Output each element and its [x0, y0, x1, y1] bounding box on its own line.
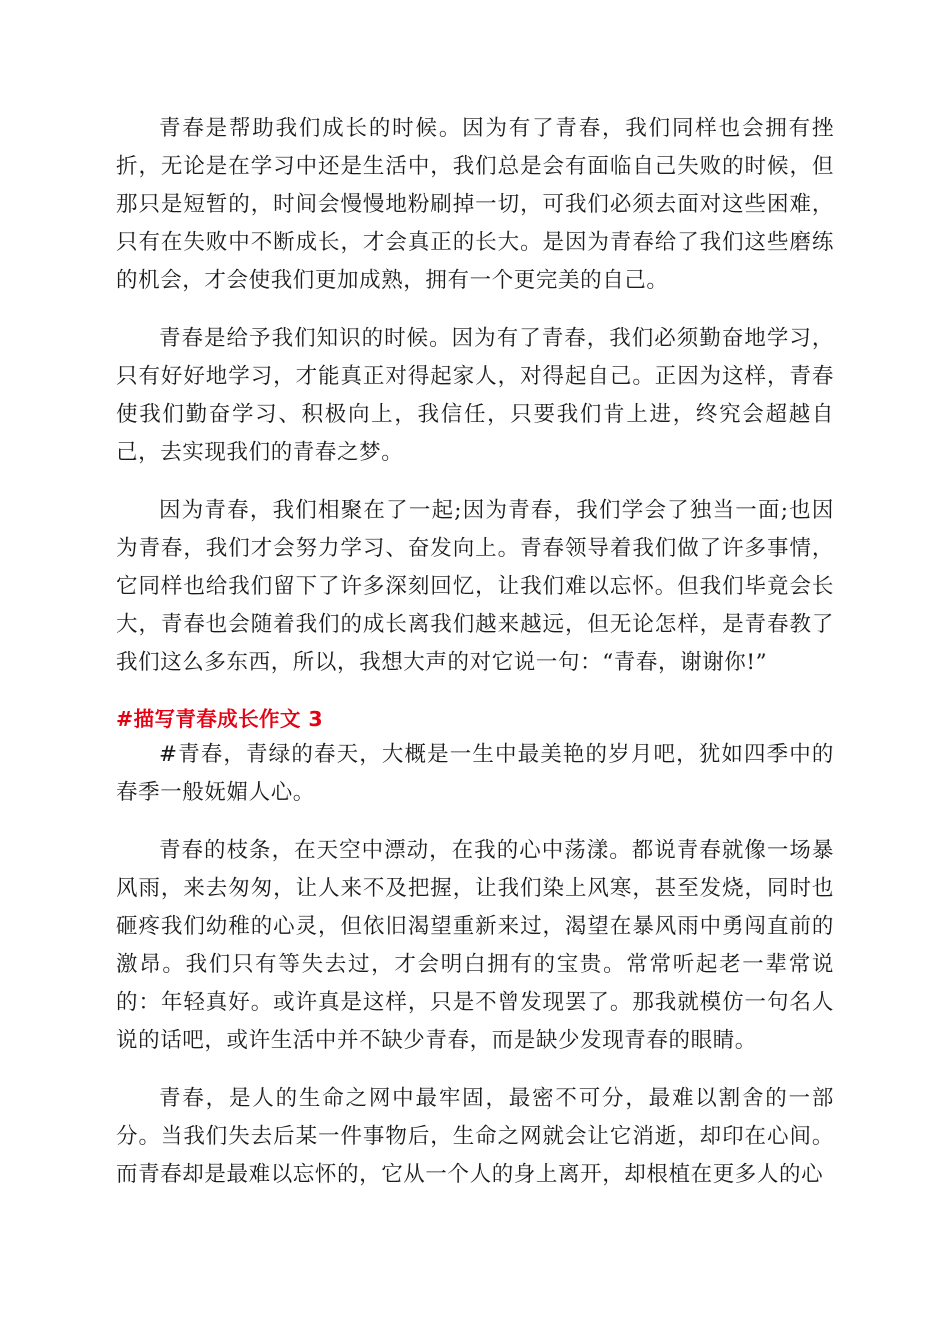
paragraph-life-web: 青春，是人的生命之网中最牢固，最密不可分，最难以割舍的一部分。当我们失去后某一件事物后，生命之网就会让它消逝，却印在心间。而青春却是最难以忘怀的，它从一个人的身上离开，却根植在更多人的心	[116, 1086, 834, 1187]
paragraph-thanks: 因为青春，我们相聚在了一起;因为青春，我们学会了独当一面;也因为青春，我们才会努力学习、奋发向上。青春领导着我们做了许多事情，它同样也给我们留下了许多深刻回忆，让我们难以忘怀。但我们毕竟会长大，青春也会随着我们的成长离我们越来越远，但无论怎样，是青春教了我们这么多东西，所以，我想大声的对它说一句：“青春，谢谢你!”	[116, 498, 834, 675]
paragraph-growth: 青春是帮助我们成长的时候。因为有了青春，我们同样也会拥有挫折，无论是在学习中还是生活中，我们总是会有面临自己失败的时候，但那只是短暂的，时间会慢慢地粉刷掉一切，可我们必须去面对这些困难，只有在失败中不断成长，才会真正的长大。是因为青春给了我们这些磨练的机会，才会使我们更加成熟，拥有一个更完美的自己。	[116, 116, 834, 293]
paragraph-spring: #青春，青绿的春天，大概是一生中最美艳的岁月吧，犹如四季中的春季一般妩媚人心。	[116, 742, 834, 805]
section-heading: #描写青春成长作文 3	[116, 707, 323, 731]
paragraph-knowledge: 青春是给予我们知识的时候。因为有了青春，我们必须勤奋地学习，只有好好地学习，才能真正对得起家人，对得起自己。正因为这样，青春使我们勤奋学习、积极向上，我信任，只要我们肯上进，终究会超越自己，去实现我们的青春之梦。	[116, 326, 834, 465]
paragraph-branches: 青春的枝条，在天空中漂动，在我的心中荡漾。都说青春就像一场暴风雨，来去匆匆，让人来不及把握，让我们染上风寒，甚至发烧，同时也砸疼我们幼稚的心灵，但依旧渴望重新来过，渴望在暴风雨中勇闯直前的激昂。我们只有等失去过，才会明白拥有的宝贵。常常听起老一辈常说的：年轻真好。或许真是这样，只是不曾发现罢了。那我就模仿一句名人说的话吧，或许生活中并不缺少青春，而是缺少发现青春的眼睛。	[116, 838, 834, 1053]
document-body	[116, 110, 834, 1214]
